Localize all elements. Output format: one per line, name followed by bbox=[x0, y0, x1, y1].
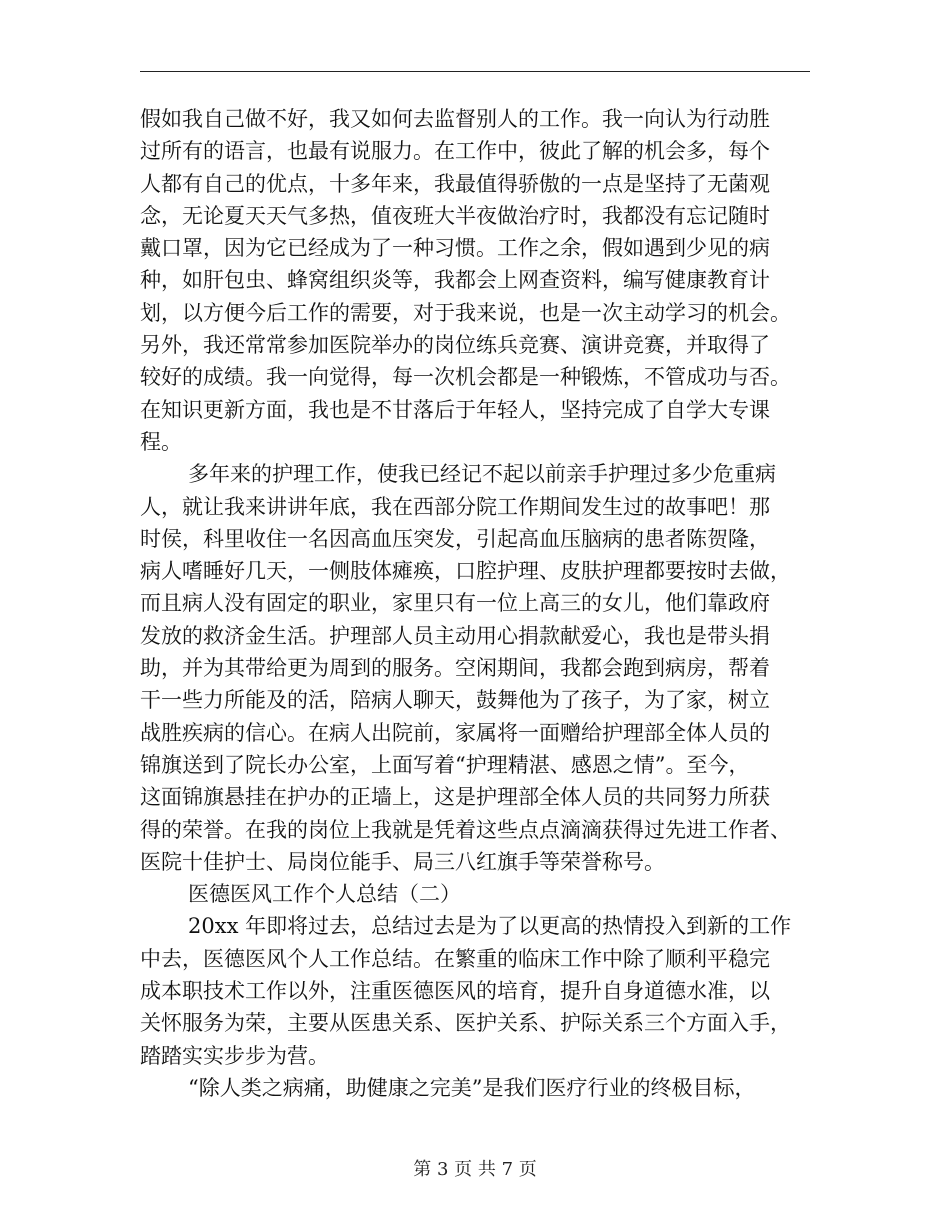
text-line: 另外，我还常常参加医院举办的岗位练兵竞赛、演讲竞赛，并取得了 bbox=[140, 333, 770, 358]
text-line: 踏踏实实步步为营。 bbox=[140, 1043, 329, 1068]
text-line: 戴口罩，因为它已经成为了一种习惯。工作之余，假如遇到少见的病 bbox=[140, 236, 770, 261]
text-line: 发放的救济金生活。护理部人员主动用心捐款献爱心，我也是带头捐 bbox=[140, 623, 770, 648]
text-line: 时侯，科里收住一名因高血压突发，引起高血压脑病的患者陈贺隆， bbox=[140, 526, 770, 551]
text-line: 而且病人没有固定的职业，家里只有一位上高三的女儿，他们靠政府 bbox=[140, 591, 770, 616]
text-line: 人都有自己的优点，十多年来，我最值得骄傲的一点是坚持了无菌观 bbox=[140, 171, 770, 196]
text-line: 人，就让我来讲讲年底，我在西部分院工作期间发生过的故事吧！那 bbox=[140, 494, 770, 519]
text-line: 医院十佳护士、局岗位能手、局三八红旗手等荣誉称号。 bbox=[140, 849, 665, 874]
text-line: 过所有的语言，也最有说服力。在工作中，彼此了解的机会多，每个 bbox=[140, 139, 770, 164]
text-line: 程。 bbox=[140, 429, 182, 454]
text-line: 这面锦旗悬挂在护办的正墙上，这是护理部全体人员的共同努力所获 bbox=[140, 785, 770, 810]
text-line: 念，无论夏天天气多热，值夜班大半夜做治疗时，我都没有忘记随时 bbox=[140, 203, 770, 228]
text-line: “除人类之病痛，助健康之完美”是我们医疗行业的终极目标， bbox=[188, 1075, 756, 1100]
text-line: 种，如肝包虫、蜂窝组织炎等，我都会上网查资料，编写健康教育计 bbox=[140, 268, 770, 293]
text-line: 助，并为其带给更为周到的服务。空闲期间，我都会跑到病房，帮着 bbox=[140, 656, 770, 681]
document-body bbox=[140, 103, 820, 1104]
text-line: 锦旗送到了院长办公室，上面写着“护理精湛、感恩之情”。至今， bbox=[140, 752, 750, 777]
text-line: 病人嗜睡好几天，一侧肢体瘫痪，口腔护理、皮肤护理都要按时去做， bbox=[140, 559, 791, 584]
text-line: 中去，医德医风个人工作总结。在繁重的临床工作中除了顺利平稳完 bbox=[140, 946, 770, 971]
text-line: 多年来的护理工作，使我已经记不起以前亲手护理过多少危重病 bbox=[188, 462, 776, 487]
text-line: 得的荣誉。在我的岗位上我就是凭着这些点点滴滴获得过先进工作者、 bbox=[140, 817, 791, 842]
text-line: 关怀服务为荣，主要从医患关系、医护关系、护际关系三个方面入手， bbox=[140, 1011, 791, 1036]
text-line: 干一些力所能及的活，陪病人聊天，鼓舞他为了孩子，为了家，树立 bbox=[140, 688, 770, 713]
text-line: 20xx 年即将过去，总结过去是为了以更高的热情投入到新的工作 bbox=[188, 914, 792, 939]
page-number: 第 3 页 共 7 页 bbox=[413, 1159, 537, 1180]
header-rule bbox=[140, 71, 810, 72]
text-line: 假如我自己做不好，我又如何去监督别人的工作。我一向认为行动胜 bbox=[140, 107, 770, 131]
text-line: 战胜疾病的信心。在病人出院前，家属将一面赠给护理部全体人员的 bbox=[140, 720, 770, 745]
text-line: 划，以方便今后工作的需要，对于我来说，也是一次主动学习的机会。 bbox=[140, 300, 791, 325]
text-line: 较好的成绩。我一向觉得，每一次机会都是一种锻炼，不管成功与否。 bbox=[140, 365, 791, 390]
text-line: 在知识更新方面，我也是不甘落后于年轻人，坚持完成了自学大专课 bbox=[140, 397, 770, 422]
text-line: 医德医风工作个人总结（二） bbox=[188, 882, 461, 907]
text-line: 成本职技术工作以外，注重医德医风的培育，提升自身道德水准，以 bbox=[140, 979, 770, 1004]
